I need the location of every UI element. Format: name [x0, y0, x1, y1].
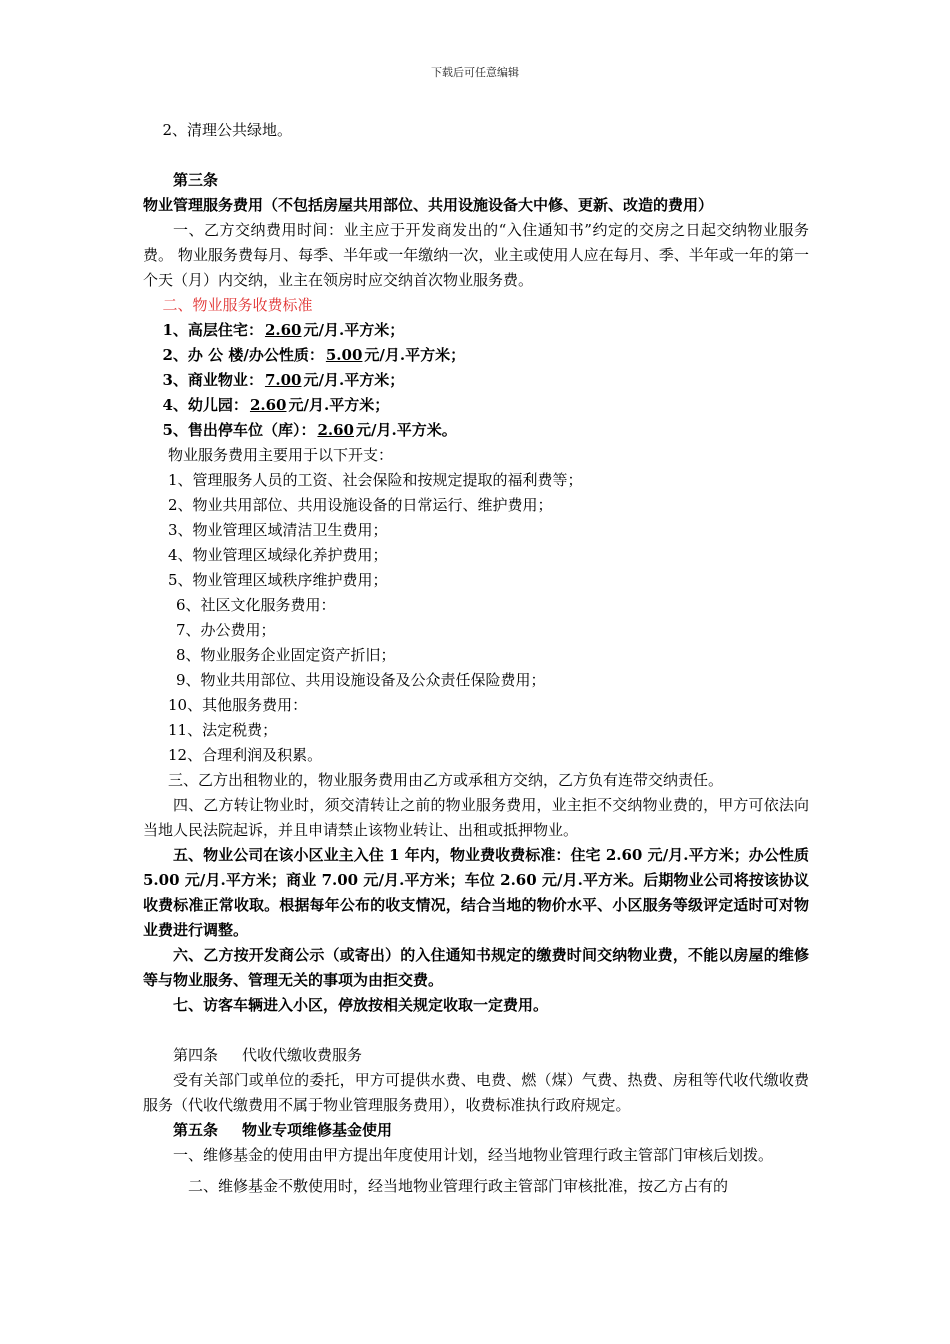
rate-list: [143, 318, 809, 443]
rate-value: 7.00: [264, 371, 302, 389]
rate-value: 2.60: [249, 396, 287, 414]
rate-item: [143, 343, 809, 368]
rate-unit: 元/月.平方米；: [303, 371, 405, 389]
rate-label: 1、高层住宅：: [162, 321, 263, 339]
rate-item: [143, 418, 809, 443]
paragraph: 物业服务费用主要用于以下开支：: [168, 446, 394, 464]
rate-unit: 元/月.平方米；: [303, 321, 405, 339]
paragraph: 2、清理公共绿地。: [162, 121, 293, 139]
rate-unit: 元/月.平方米；: [364, 346, 466, 364]
page-header: 下载后可任意编辑: [431, 66, 519, 79]
article-heading: 物业管理服务费用（不包括房屋共用部位、共用设施设备大中修、更新、改造的费用）: [143, 196, 714, 214]
rate-unit: 元/月.平方米；: [288, 396, 390, 414]
rate-item: [143, 393, 809, 418]
rate-value: 2.60: [317, 421, 354, 439]
rate-label: 4、幼儿园：: [162, 396, 248, 414]
paragraph: 六、乙方按开发商公示（或寄出）的入住通知书规定的缴费时间交纳物业费，不能以房屋的维修等与物业服务、管理无关的事项为由拒交费。: [143, 946, 809, 989]
list-item: 10、其他服务费用：: [168, 696, 308, 714]
list-item: 5、物业管理区域秩序维护费用；: [168, 571, 388, 589]
article-number: 第四条: [173, 1046, 219, 1064]
rate-label: 3、商业物业：: [162, 371, 263, 389]
article-number: 第三条: [173, 171, 219, 189]
rate-label: 5、售出停车位（库）：: [162, 421, 316, 439]
list-item: 6、社区文化服务费用：: [176, 596, 336, 614]
article-heading: 代收代缴收费服务: [242, 1046, 363, 1064]
article-number: 第五条: [173, 1121, 219, 1139]
list-item: 7、办公费用；: [176, 621, 276, 639]
document-body: [143, 118, 809, 1199]
section-heading: 二、物业服务收费标准: [162, 296, 313, 314]
list-item: 9、物业共用部位、共用设施设备及公众责任保险费用；: [176, 671, 546, 689]
list-item: 3、物业管理区域清洁卫生费用；: [168, 521, 388, 539]
list-item: 8、物业服务企业固定资产折旧；: [176, 646, 396, 664]
list-item: 1、管理服务人员的工资、社会保险和按规定提取的福利费等；: [168, 471, 583, 489]
rate-item: [143, 318, 809, 343]
paragraph: 七、访客车辆进入小区，停放按相关规定收取一定费用。: [173, 996, 549, 1014]
rate-item: [143, 368, 809, 393]
paragraph: 受有关部门或单位的委托，甲方可提供水费、电费、燃（煤）气费、热费、房租等代收代缴收费服务（代收代缴费用不属于物业管理服务费用），收费标准执行政府规定。: [143, 1071, 809, 1114]
rate-label: 2、办 公 楼/办公性质：: [162, 346, 324, 364]
rate-value: 2.60: [264, 321, 302, 339]
article-5-title: [143, 1118, 809, 1143]
rate-value: 5.00: [325, 346, 363, 364]
paragraph: 一、维修基金的使用由甲方提出年度使用计划，经当地物业管理行政主管部门审核后划拨。: [173, 1146, 774, 1164]
paragraph: 五、物业公司在该小区业主入住 1 年内，物业费收费标准：住宅 2.60 元/月.平方米；办公性质 5.00 元/月.平方米；商业 7.00 元/月.平方米；车位 2.60 元/月.平方米。后期物业公司将按该协议收费标准正常收取。根据每年公布的收支情况，结合当地的物价水平、小区服务等级评定适时可对物业费进行调整。: [143, 846, 809, 939]
paragraph: 四、乙方转让物业时，须交清转让之前的物业服务费用，业主拒不交纳物业费的，甲方可依法向当地人民法院起诉，并且申请禁止该物业转让、出租或抵押物业。: [143, 796, 809, 839]
list-item: 2、物业共用部位、共用设施设备的日常运行、维护费用；: [168, 496, 553, 514]
rate-unit: 元/月.平方米。: [356, 421, 457, 439]
paragraph: 一、乙方交纳费用时间：业主应于开发商发出的“入住通知书”约定的交房之日起交纳物业服务费。 物业服务费每月、每季、半年或一年缴纳一次，业主或使用人应在每月、季、半年或一年的第一个天（月）内交纳，业主在领房时应交纳首次物业服务费。: [143, 221, 809, 289]
article-3-title: [143, 168, 809, 218]
paragraph: 三、乙方出租物业的，物业服务费用由乙方或承租方交纳，乙方负有连带交纳责任。: [168, 771, 724, 789]
expense-list: [143, 468, 809, 768]
list-item: 11、法定税费；: [168, 721, 278, 739]
article-4-title: [143, 1043, 809, 1068]
list-item: 4、物业管理区域绿化养护费用；: [168, 546, 388, 564]
list-item: 12、合理利润及积累。: [168, 746, 323, 764]
article-heading: 物业专项维修基金使用: [242, 1121, 393, 1139]
paragraph: 二、维修基金不敷使用时，经当地物业管理行政主管部门审核批准，按乙方占有的: [188, 1177, 729, 1195]
